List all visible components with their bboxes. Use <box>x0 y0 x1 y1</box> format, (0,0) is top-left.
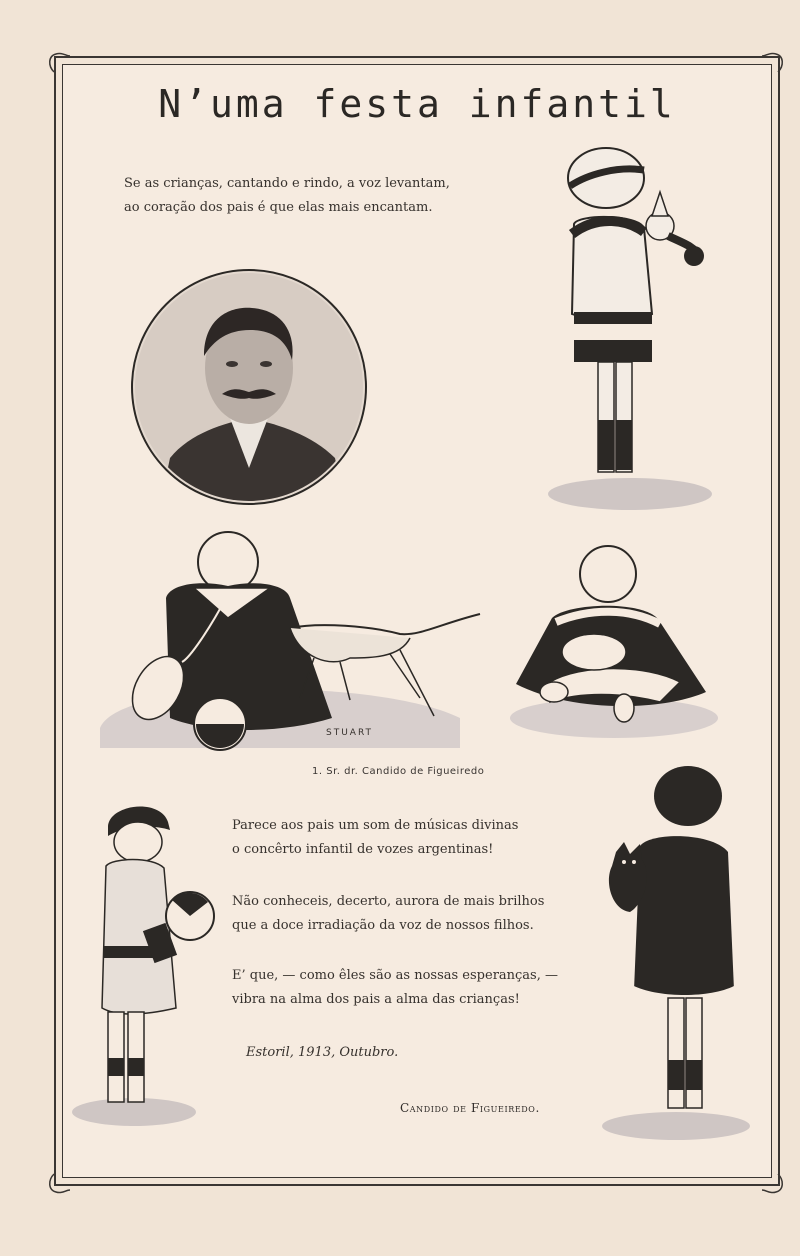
verse-line: Se as crianças, cantando e rindo, a voz levantam, <box>124 176 450 191</box>
stanza <box>232 964 558 1012</box>
girl-with-ball-illustration <box>72 796 222 1128</box>
corner-ornament-bottom-left <box>46 1172 72 1198</box>
verse-line: que a doce irradiação da voz de nossos filhos. <box>232 918 534 933</box>
verse-line: Não conheceis, decerto, aurora de mais brilhos <box>232 894 545 909</box>
place-date: Estoril, 1913, Outubro. <box>246 1045 399 1060</box>
girl-with-cat-illustration <box>600 762 750 1142</box>
seated-baby-illustration <box>510 542 716 740</box>
illustrator-signature: STUART <box>326 728 374 738</box>
verse-line: o concêrto infantil de vozes argentinas! <box>232 842 494 857</box>
verse-line: vibra na alma dos pais a alma das crianças! <box>232 992 520 1007</box>
girl-with-doll-illustration <box>548 144 716 514</box>
stanza <box>232 890 544 938</box>
intro-verse <box>124 172 450 220</box>
corner-ornament-bottom-right <box>760 1172 786 1198</box>
page-title: N’uma festa infantil <box>158 82 676 126</box>
verse-line: E’ que, — como êles são as nossas esperanças, — <box>232 968 558 983</box>
stanza <box>232 814 518 862</box>
verse-line: Parece aos pais um som de músicas divinas <box>232 818 519 833</box>
portrait-caption: 1. Sr. dr. Candido de Figueiredo <box>312 766 485 777</box>
author-signature: Candido de Figueiredo. <box>400 1101 540 1115</box>
verse-line: ao coração dos pais é que elas mais encantam. <box>124 200 433 215</box>
portrait-photo <box>130 268 368 506</box>
corner-ornament-top-left <box>46 48 72 74</box>
baby-with-cat-illustration <box>100 528 480 758</box>
corner-ornament-top-right <box>760 48 786 74</box>
